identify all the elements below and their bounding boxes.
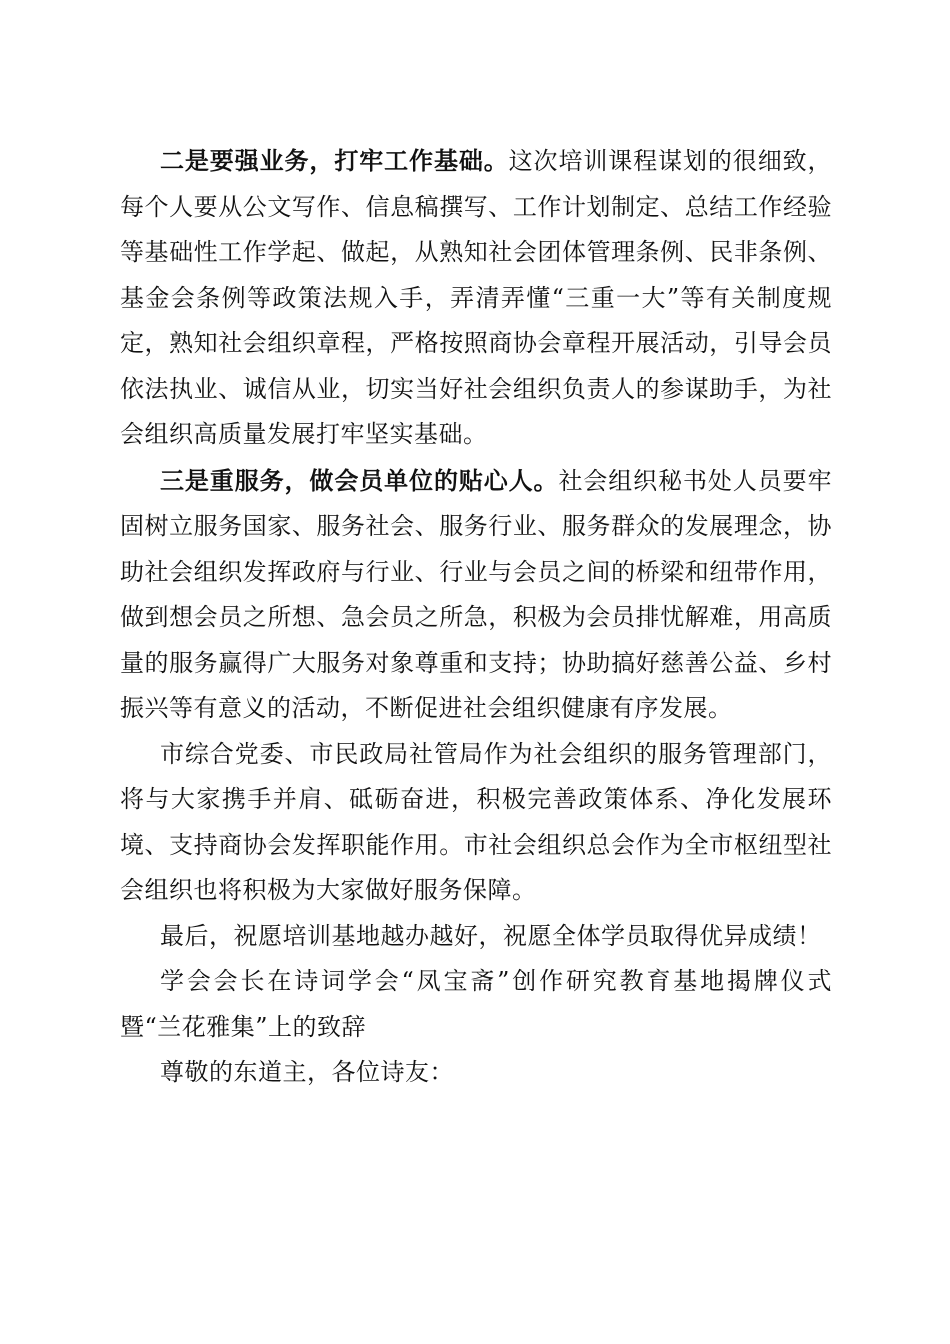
paragraph-text: 学会会长在诗词学会“凤宝斋”创作研究教育基地揭牌仪式暨“兰花雅集”上的致辞	[120, 967, 832, 1041]
paragraph-text: 最后，祝愿培训基地越办越好，祝愿全体学员取得优异成绩！	[160, 921, 822, 950]
paragraph-salutation	[120, 1050, 832, 1096]
paragraph-closing-wishes	[120, 914, 832, 960]
paragraph-text: 这次培训课程谋划的很细致，每个人要从公文写作、信息稿撰写、工作计划制定、总结工作经验等基础性工作学起、做起，从熟知社会团体管理条例、民非条例、基金会条例等政策法规入手，弄清弄懂“三重一大”等有关制度规定，熟知社会组织章程，严格按照商协会章程开展活动，引导会员依法执业、诚信从业，切实当好社会组织负责人的参谋助手，为社会组织高质量发展打牢坚实基础。	[120, 147, 833, 448]
document-body	[120, 138, 832, 1096]
paragraph-lead-heading: 二是要强业务，打牢工作基础。	[160, 146, 509, 175]
paragraph-lead-heading: 三是重服务，做会员单位的贴心人。	[160, 465, 559, 495]
paragraph-text: 尊敬的东道主，各位诗友：	[160, 1058, 454, 1086]
paragraph-focus-service	[120, 458, 832, 732]
paragraph-speech-title	[120, 959, 832, 1050]
paragraph-departments-commitment	[120, 732, 832, 914]
paragraph-text: 市综合党委、市民政局社管局作为社会组织的服务管理部门，将与大家携手并肩、砥砺奋进，积极完善政策体系、净化发展环境、支持商协会发挥职能作用。市社会组织总会作为全市枢纽型社会组织也将积极为大家做好服务保障。	[120, 739, 832, 904]
paragraph-text: 社会组织秘书处人员要牢固树立服务国家、服务社会、服务行业、服务群众的发展理念，协助社会组织发挥政府与行业、行业与会员之间的桥梁和纽带作用，做到想会员之所想、急会员之所急，积极为会员排忧解难，用高质量的服务赢得广大服务对象尊重和支持；协助搞好慈善公益、乡村振兴等有意义的活动，不断促进社会组织健康有序发展。	[120, 466, 833, 722]
paragraph-strengthen-business	[120, 138, 832, 458]
